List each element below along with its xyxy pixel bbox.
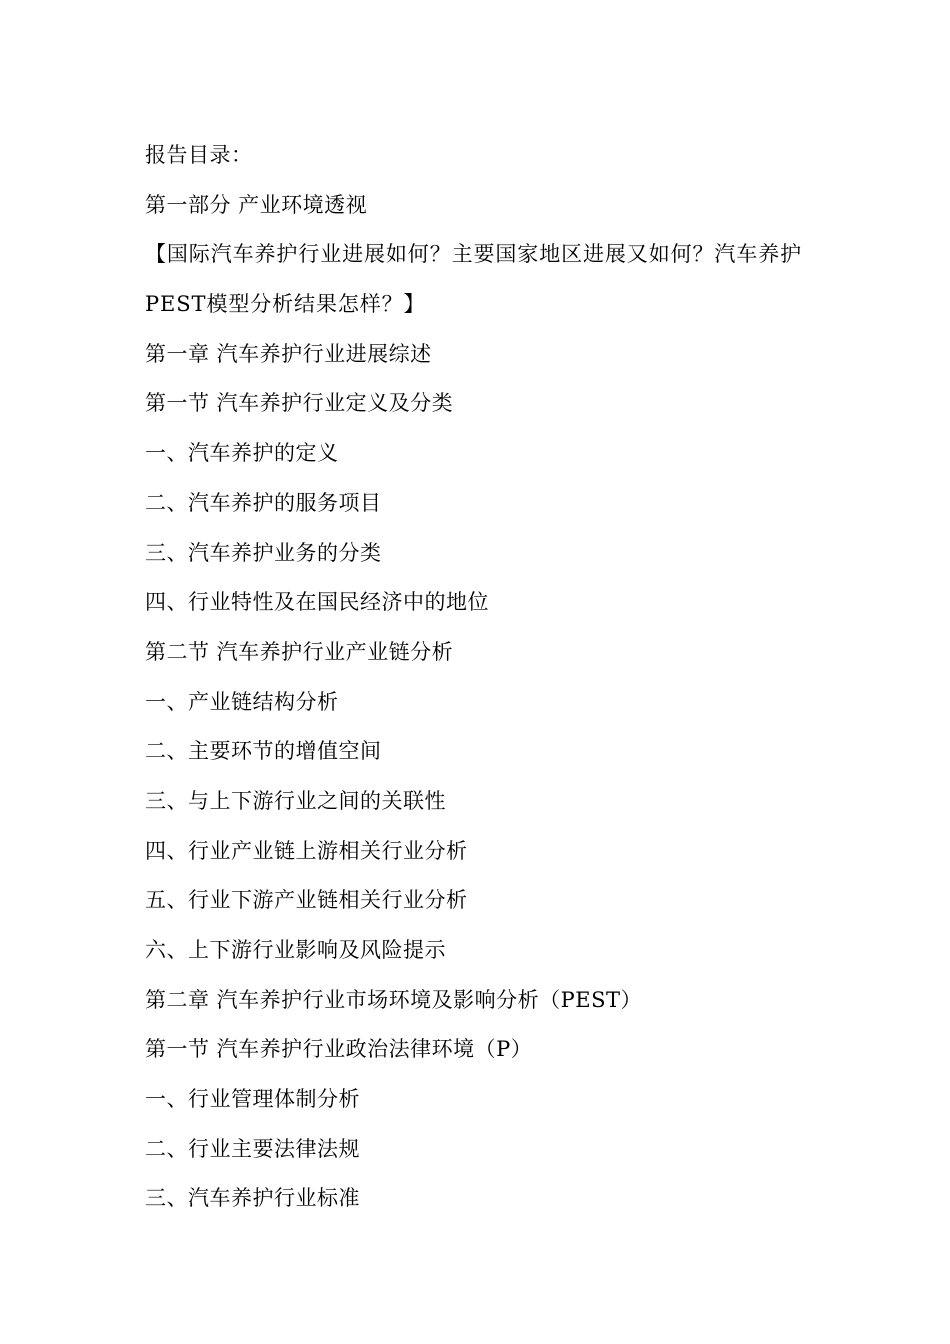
toc-heading: 报告目录： [145, 143, 253, 167]
toc-item: 二、行业主要法律法规 [145, 1136, 360, 1161]
toc-item: 四、行业特性及在国民经济中的地位 [145, 590, 489, 615]
toc-item: 二、主要环节的增值空间 [145, 739, 382, 764]
toc-chapter-2: 第二章 汽车养护行业市场环境及影响分析（PEST） [145, 987, 643, 1012]
toc-chapter-1: 第一章 汽车养护行业进展综述 [145, 341, 432, 366]
table-of-contents [145, 131, 810, 1224]
toc-item: 三、与上下游行业之间的关联性 [145, 788, 446, 813]
toc-item: 二、汽车养护的服务项目 [145, 490, 382, 515]
toc-part-1: 第一部分 产业环境透视 [145, 192, 368, 217]
toc-chapter-1-section-1: 第一节 汽车养护行业定义及分类 [145, 391, 454, 416]
toc-item: 一、行业管理体制分析 [145, 1087, 360, 1112]
toc-item: 一、汽车养护的定义 [145, 441, 339, 466]
toc-item: 四、行业产业链上游相关行业分析 [145, 838, 468, 863]
toc-item: 三、汽车养护行业标准 [145, 1186, 360, 1211]
toc-chapter-2-section-1: 第一节 汽车养护行业政治法律环境（P） [145, 1037, 533, 1062]
toc-item: 六、上下游行业影响及风险提示 [145, 938, 446, 963]
toc-part-1-questions: 【国际汽车养护行业进展如何？主要国家地区进展又如何？汽车养护PEST模型分析结果怎样？】 [145, 242, 802, 317]
toc-chapter-1-section-2: 第二节 汽车养护行业产业链分析 [145, 639, 454, 664]
toc-item: 五、行业下游产业链相关行业分析 [145, 888, 468, 913]
toc-item: 三、汽车养护业务的分类 [145, 540, 382, 565]
toc-item: 一、产业链结构分析 [145, 689, 339, 714]
